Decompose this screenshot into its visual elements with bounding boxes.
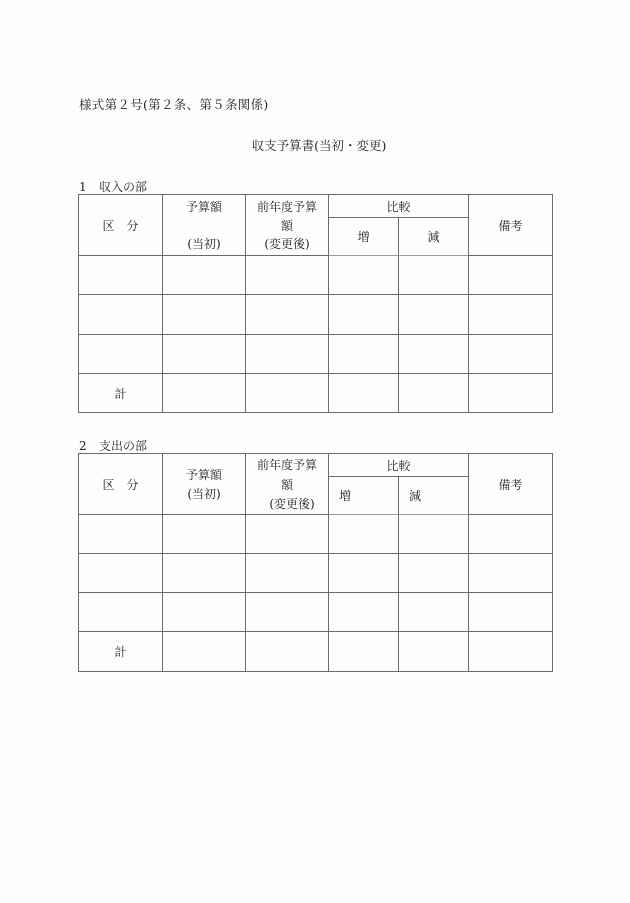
- header-category: 区 分: [79, 195, 163, 256]
- cell-category[interactable]: [79, 256, 163, 295]
- cell-budget[interactable]: [163, 335, 246, 374]
- cell-prev[interactable]: [246, 515, 329, 554]
- cell-budget[interactable]: [163, 593, 246, 632]
- section-number: 1: [79, 180, 87, 194]
- total-decrease[interactable]: [399, 632, 469, 672]
- cell-remarks[interactable]: [469, 335, 553, 374]
- cell-decrease[interactable]: [399, 256, 469, 295]
- header-remarks: 備考: [469, 454, 553, 515]
- cell-prev[interactable]: [246, 335, 329, 374]
- header-decrease: 減: [399, 218, 469, 256]
- cell-remarks[interactable]: [469, 295, 553, 335]
- table-row: [79, 335, 553, 374]
- header-remarks: 備考: [469, 195, 553, 256]
- cell-remarks[interactable]: [469, 515, 553, 554]
- cell-category[interactable]: [79, 515, 163, 554]
- table-row: [79, 554, 553, 593]
- total-remarks[interactable]: [469, 632, 553, 672]
- header-budget: 予算額 (当初): [163, 195, 246, 256]
- header-category: 区 分: [79, 454, 163, 515]
- cell-decrease[interactable]: [399, 295, 469, 335]
- total-increase[interactable]: [329, 374, 399, 413]
- header-increase: 増: [329, 218, 399, 256]
- total-budget[interactable]: [163, 632, 246, 672]
- cell-budget[interactable]: [163, 256, 246, 295]
- cell-prev[interactable]: [246, 256, 329, 295]
- cell-decrease[interactable]: [399, 554, 469, 593]
- table-row: [79, 515, 553, 554]
- cell-prev[interactable]: [246, 295, 329, 335]
- cell-budget[interactable]: [163, 295, 246, 335]
- header-comparison: 比較: [329, 454, 469, 477]
- table-row: [79, 295, 553, 335]
- cell-category[interactable]: [79, 554, 163, 593]
- cell-prev[interactable]: [246, 593, 329, 632]
- total-decrease[interactable]: [399, 374, 469, 413]
- cell-increase[interactable]: [329, 554, 399, 593]
- section-label: 収入の部: [99, 180, 148, 194]
- section-label: 支出の部: [99, 439, 148, 453]
- cell-increase[interactable]: [329, 295, 399, 335]
- header-budget: 予算額 (当初): [163, 454, 246, 515]
- total-budget[interactable]: [163, 374, 246, 413]
- total-label: 計: [79, 632, 163, 672]
- total-prev[interactable]: [246, 632, 329, 672]
- section-expense-heading: [79, 437, 147, 454]
- cell-increase[interactable]: [329, 593, 399, 632]
- header-comparison: 比較: [329, 195, 469, 218]
- header-prev-year: 前年度予算 額 (変更後): [246, 454, 329, 515]
- cell-category[interactable]: [79, 295, 163, 335]
- total-remarks[interactable]: [469, 374, 553, 413]
- total-increase[interactable]: [329, 632, 399, 672]
- cell-prev[interactable]: [246, 554, 329, 593]
- table-row: [79, 593, 553, 632]
- cell-remarks[interactable]: [469, 554, 553, 593]
- header-decrease: 減: [399, 477, 469, 515]
- cell-remarks[interactable]: [469, 256, 553, 295]
- cell-increase[interactable]: [329, 335, 399, 374]
- cell-decrease[interactable]: [399, 515, 469, 554]
- cell-decrease[interactable]: [399, 593, 469, 632]
- header-increase: 増: [329, 477, 399, 515]
- header-prev-year: 前年度予算 額 (変更後): [246, 195, 329, 256]
- cell-decrease[interactable]: [399, 335, 469, 374]
- total-row: [79, 632, 553, 672]
- cell-category[interactable]: [79, 335, 163, 374]
- form-number: 様式第２号(第２条、第５条関係): [79, 97, 269, 112]
- cell-budget[interactable]: [163, 515, 246, 554]
- section-number: 2: [79, 439, 87, 453]
- section-income-heading: [79, 178, 147, 195]
- cell-increase[interactable]: [329, 256, 399, 295]
- cell-budget[interactable]: [163, 554, 246, 593]
- cell-category[interactable]: [79, 593, 163, 632]
- expense-table: [78, 453, 553, 672]
- total-prev[interactable]: [246, 374, 329, 413]
- total-row: [79, 374, 553, 413]
- cell-increase[interactable]: [329, 515, 399, 554]
- document-title: 収支予算書(当初・変更): [251, 138, 387, 153]
- table-row: [79, 256, 553, 295]
- income-table: [78, 194, 553, 413]
- cell-remarks[interactable]: [469, 593, 553, 632]
- total-label: 計: [79, 374, 163, 413]
